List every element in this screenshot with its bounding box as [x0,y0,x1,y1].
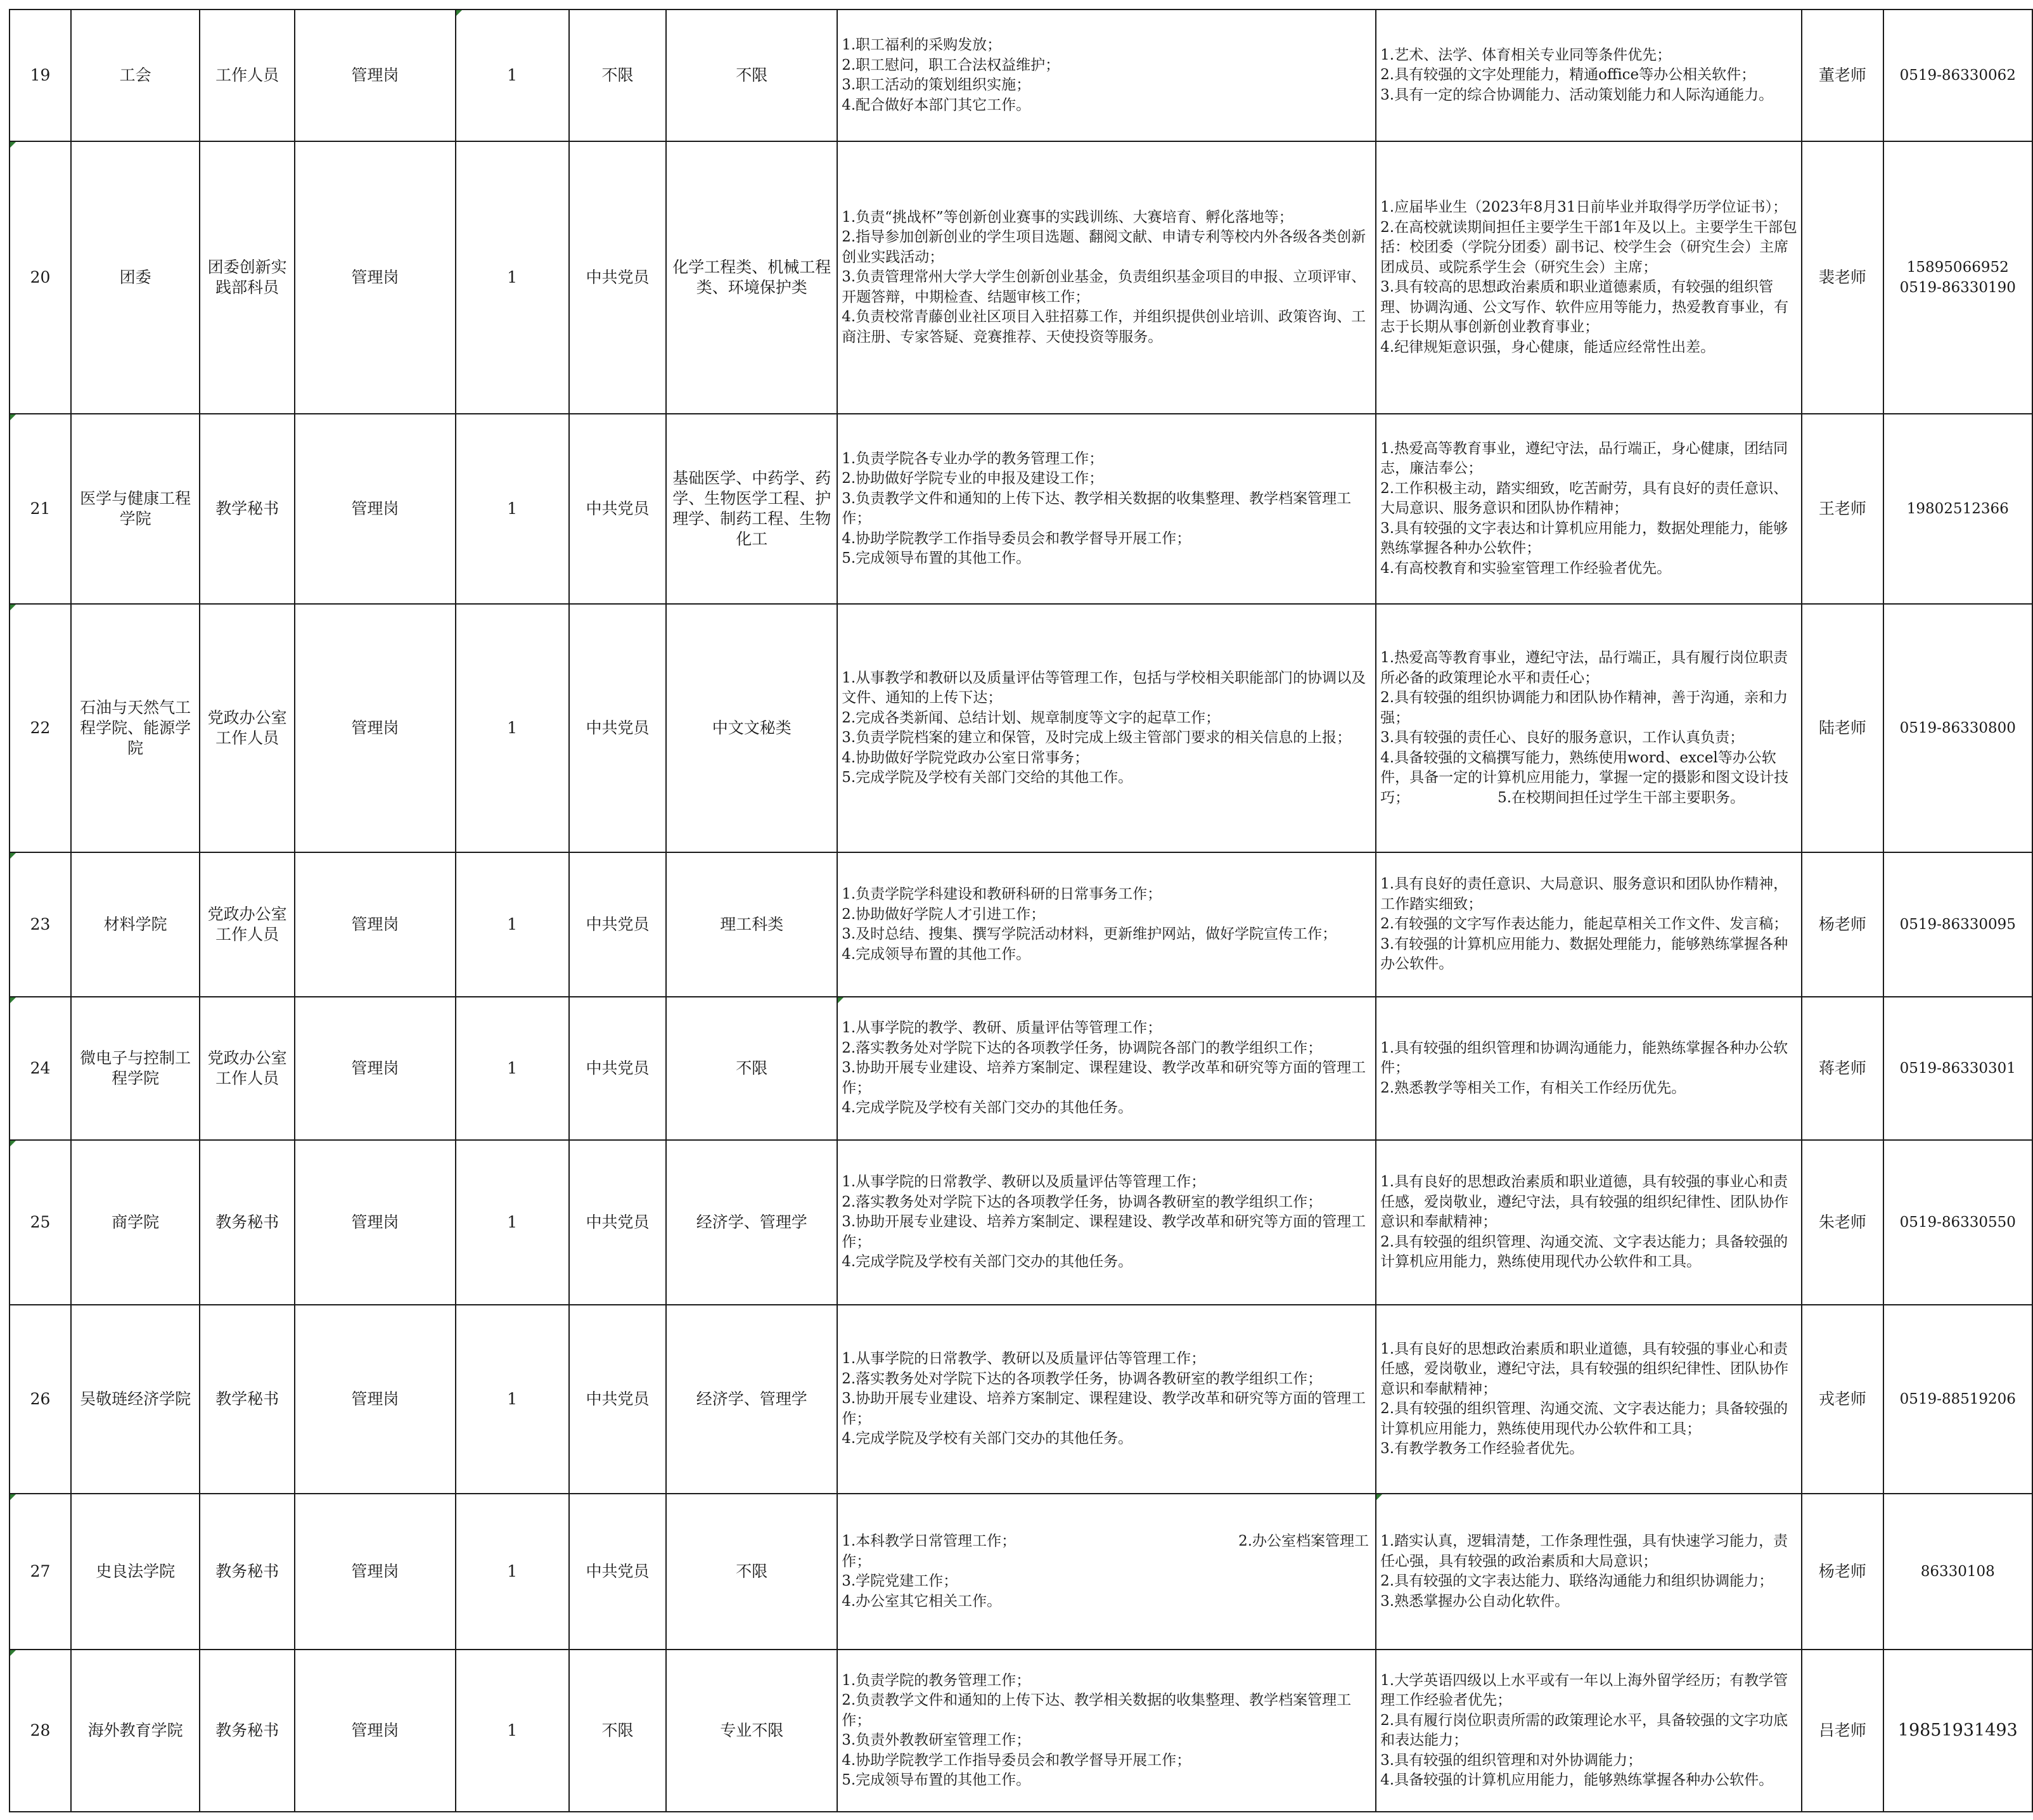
duty-line: 1.从事学院的日常教学、教研以及质量评估等管理工作； [842,1174,1206,1191]
contact-name-text: 蒋老师 [1818,1059,1866,1077]
requirement-line: 1.具有良好的思想政治素质和职业道德，具有较强的事业心和责任感，爱岗敬业，遵纪守法，具有较强的组织纪律性、团队协作意识和奉献精神； [1380,1174,1789,1231]
duty-line: 2.协助做好学院人才引进工作； [842,906,1046,923]
duty-line: 2.协助做好学院专业的申报及建设工作； [842,470,1104,487]
position-text: 党政办公室工作人员 [207,1049,287,1087]
headcount-cell[interactable] [456,414,569,604]
duties-cell[interactable] [837,1650,1376,1812]
headcount-cell[interactable] [456,1650,569,1812]
duty-line: 2.负责教学文件和通知的上传下达、教学相关数据的收集整理、教学档案管理工作； [842,1692,1352,1729]
duty-line: 2.落实教务处对学院下达的各项教学任务，协调各教研室的教学组织工作； [842,1370,1323,1387]
requirements-cell[interactable] [1376,852,1802,997]
political-status-text: 中共党员 [586,1390,650,1408]
duty-line: 1.从事学院的教学、教研、质量评估等管理工作； [842,1020,1162,1037]
headcount-cell[interactable] [456,141,569,414]
post-type-text: 管理岗 [351,1721,399,1740]
duty-line: 5.完成学院及学校有关部门交给的其他工作。 [842,769,1133,786]
requirement-line: 2.具有较强的组织管理、沟通交流、文字表达能力；具备较强的计算机应用能力，熟练使用现代办公软件和工具； [1380,1400,1788,1437]
political-status-cell[interactable] [569,997,667,1140]
requirement-line: 3.具有较强的责任心、良好的服务意识，工作认真负责； [1380,729,1745,746]
department-text: 史良法学院 [96,1562,176,1580]
row-number-text: 22 [30,719,51,737]
major-text: 专业不限 [720,1721,784,1740]
duty-line: 4.协助学院教学工作指导委员会和教学督导开展工作； [842,1752,1191,1769]
major-cell[interactable] [666,604,837,852]
phone-text: 0519-86330800 [1899,720,2016,736]
duty-line: 1.负责“挑战杯”等创新创业赛事的实践训练、大赛培育、孵化落地等； [842,208,1293,226]
duty-line: 5.完成领导布置的其他工作。 [842,1772,1031,1788]
headcount-text: 1 [507,1721,518,1740]
contact-name-text: 杨老师 [1818,915,1866,933]
table-row [10,10,2032,141]
table-row [10,1494,2032,1650]
contact-name-text: 陆老师 [1818,719,1866,737]
duties-cell[interactable] [837,141,1376,414]
phone-cell[interactable] [1883,10,2032,141]
major-text: 经济学、管理学 [696,1213,807,1231]
requirement-line: 2.工作积极主动，踏实细致，吃苦耐劳，具有良好的责任意识、大局意识、服务意识和团队协作精神； [1380,480,1788,517]
requirements-cell[interactable] [1376,141,1802,414]
political-status-text: 中共党员 [586,268,650,286]
phone-cell[interactable] [1883,1305,2032,1494]
political-status-text: 不限 [601,66,634,84]
row-number-text: 20 [30,268,51,286]
headcount-text: 1 [507,915,518,933]
contact-name-text: 吕老师 [1818,1721,1866,1740]
requirements-cell[interactable] [1376,10,1802,141]
requirements-cell[interactable] [1376,1650,1802,1812]
requirement-line: 3.有教学教务工作经验者优先。 [1380,1440,1584,1457]
duty-line: 4.完成学院及学校有关部门交办的其他任务。 [842,1099,1133,1117]
post-type-cell[interactable] [295,997,456,1140]
political-status-text: 中共党员 [586,499,650,518]
duty-line: 4.完成学院及学校有关部门交办的其他任务。 [842,1253,1133,1271]
requirement-line: 4.具备较强的文稿撰写能力，熟练使用word、excel等办公软件，具备一定的计算机应用能力，掌握一定的摄影和图文设计技巧； 5.在校期间担任过学生干部主要职务。 [1380,749,1789,806]
contact-name-text: 朱老师 [1818,1213,1866,1231]
phone-text: 0519-86330550 [1899,1214,2016,1231]
major-text: 化学工程类、机械工程类、环境保护类 [672,258,831,297]
requirement-line: 4.纪律规矩意识强，身心健康，能适应经常性出差。 [1380,338,1716,356]
contact-cell[interactable] [1802,10,1883,141]
phone-text: 0519-88519206 [1899,1391,2016,1407]
row-number-text: 26 [30,1390,51,1408]
major-cell[interactable] [666,997,837,1140]
headcount-text: 1 [507,499,518,518]
duty-line: 1.负责学院各专业办学的教务管理工作； [842,450,1104,467]
post-type-cell[interactable] [295,852,456,997]
requirements-cell[interactable] [1376,414,1802,604]
requirement-line: 1.具有较强的组织管理和协调沟通能力，能熟练掌握各种办公软件； [1380,1039,1788,1077]
political-status-text: 中共党员 [586,915,650,933]
headcount-cell[interactable] [456,10,569,141]
position-text: 教务秘书 [215,1562,279,1580]
post-type-cell[interactable] [295,10,456,141]
table-row [10,414,2032,604]
department-text: 海外教育学院 [87,1721,183,1740]
row-number-cell[interactable] [10,141,71,414]
row-number-text: 28 [30,1721,51,1740]
major-cell[interactable] [666,1650,837,1812]
table-row [10,997,2032,1140]
table-row [10,141,2032,414]
department-cell[interactable] [71,10,200,141]
position-cell[interactable] [200,1140,295,1305]
department-cell[interactable] [71,1140,200,1305]
duty-line: 4.协助学院教学工作指导委员会和教学督导开展工作； [842,530,1191,547]
headcount-cell[interactable] [456,1494,569,1650]
requirement-line: 3.具有较高的思想政治素质和职业道德素质，有较强的组织管理、协调沟通、公文写作、软件应用等能力，热爱教育事业，有志于长期从事创新创业教育事业； [1380,279,1789,335]
political-status-text: 不限 [601,1721,634,1740]
major-text: 经济学、管理学 [696,1390,807,1408]
major-cell[interactable] [666,1140,837,1305]
contact-cell[interactable] [1802,1305,1883,1494]
phone-cell[interactable] [1883,141,2032,414]
major-text: 不限 [736,1059,768,1077]
requirement-line: 1.热爱高等教育事业，遵纪守法，品行端正，具有履行岗位职责所必备的政策理论水平和责任心； [1380,650,1788,686]
department-cell[interactable] [71,1494,200,1650]
duty-line: 3.协助开展专业建设、培养方案制定、课程建设、教学改革和研究等方面的管理工作； [842,1390,1366,1427]
requirement-line: 2.在高校就读期间担任主要学生干部1年及以上。主要学生干部包括：校团委（学院分团委）副书记、校学生会（研究生会）主席团成员、或院系学生会（研究生会）主席； [1380,219,1797,276]
major-text: 基础医学、中药学、药学、生物医学工程、护理学、制药工程、生物化工 [672,469,831,548]
row-number-cell[interactable] [10,1305,71,1494]
row-number-text: 23 [30,915,51,933]
requirement-line: 2.有较强的文字写作表达能力，能起草相关工作文件、发言稿； [1380,916,1788,933]
post-type-cell[interactable] [295,141,456,414]
requirement-line: 4.有高校教育和实验室管理工作经验者优先。 [1380,560,1672,577]
phone-text: 0519-86330301 [1899,1060,2016,1077]
contact-name-text: 董老师 [1818,66,1866,84]
position-text: 团委创新实践部科员 [207,258,287,297]
row-number-cell[interactable] [10,414,71,604]
row-number-cell[interactable] [10,997,71,1140]
contact-name-text: 戎老师 [1818,1390,1866,1408]
requirement-line: 2.具有较强的文字处理能力，精通office等办公相关软件； [1380,67,1756,84]
department-text: 医学与健康工程学院 [80,489,191,528]
department-text: 材料学院 [103,915,167,933]
headcount-text: 1 [507,1213,518,1231]
requirement-line: 2.熟悉教学等相关工作，有相关工作经历优先。 [1380,1079,1686,1096]
duty-line: 4.负责校常青藤创业社区项目入驻招募工作，并组织提供创业培训、政策咨询、工商注册、专家答疑、竞赛推荐、天使投资等服务。 [842,309,1366,345]
duty-line: 3.负责学院档案的建立和保管，及时完成上级主管部门要求的相关信息的上报； [842,729,1352,746]
row-number-text: 24 [30,1059,51,1077]
department-cell[interactable] [71,141,200,414]
position-cell[interactable] [200,604,295,852]
headcount-cell[interactable] [456,852,569,997]
requirement-line: 2.具有较强的组织协调能力和团队协作精神，善于沟通，亲和力强； [1380,689,1788,726]
position-text: 工作人员 [215,66,279,84]
department-text: 商学院 [112,1213,160,1231]
duties-cell[interactable] [837,414,1376,604]
requirement-line: 4.具备较强的计算机应用能力，能够熟练掌握各种办公软件。 [1380,1772,1774,1788]
position-cell[interactable] [200,1650,295,1812]
major-text: 理工科类 [720,915,784,933]
duty-line: 1.职工福利的采购发放； [842,37,1002,53]
duties-cell[interactable] [837,997,1376,1140]
duties-cell[interactable] [837,1305,1376,1494]
position-text: 教务秘书 [215,1721,279,1740]
duty-line: 3.负责教学文件和通知的上传下达、教学相关数据的收集整理、教学档案管理工作； [842,490,1352,527]
political-status-text: 中共党员 [586,1059,650,1077]
post-type-cell[interactable] [295,604,456,852]
duty-line: 3.学院党建工作； [842,1573,958,1589]
duty-line: 1.负责学院的教务管理工作； [842,1672,1031,1689]
position-cell[interactable] [200,1305,295,1494]
phone-cell[interactable] [1883,997,2032,1140]
requirement-line: 1.应届毕业生（2023年8月31日前毕业并取得学历学位证书）； [1380,199,1788,215]
duty-line: 3.负责管理常州大学大学生创新创业基金，负责组织基金项目的申报、立项评审、开题答辩，中期检查、结题审核工作； [842,269,1366,305]
position-cell[interactable] [200,141,295,414]
department-text: 石油与天然气工程学院、能源学院 [80,698,191,757]
department-text: 团委 [119,268,151,286]
requirements-cell[interactable] [1376,1305,1802,1494]
headcount-text: 1 [507,1390,518,1408]
political-status-cell[interactable] [569,414,667,604]
row-number-cell[interactable] [10,852,71,997]
phone-cell[interactable] [1883,852,2032,997]
post-type-text: 管理岗 [351,1213,399,1231]
duty-line: 4.协助做好学院党政办公室日常事务； [842,749,1089,766]
post-type-text: 管理岗 [351,499,399,518]
department-cell[interactable] [71,604,200,852]
phone-cell[interactable] [1883,604,2032,852]
headcount-cell[interactable] [456,997,569,1140]
duties-cell[interactable] [837,852,1376,997]
contact-cell[interactable] [1802,604,1883,852]
post-type-text: 管理岗 [351,915,399,933]
duty-line: 1.本科教学日常管理工作； 2.办公室档案管理工作； [842,1533,1369,1570]
phone-cell[interactable] [1883,1494,2032,1650]
duty-line: 1.负责学院学科建设和教研科研的日常事务工作； [842,886,1162,902]
row-number-cell[interactable] [10,1650,71,1812]
position-text: 教学秘书 [215,499,279,518]
headcount-text: 1 [507,268,518,286]
duties-cell[interactable] [837,1494,1376,1650]
requirements-cell[interactable] [1376,604,1802,852]
department-text: 吴敬琏经济学院 [80,1390,191,1408]
duty-line: 3.职工活动的策划组织实施； [842,77,1031,93]
political-status-cell[interactable] [569,10,667,141]
recruitment-table [9,9,2033,1812]
duty-line: 2.落实教务处对学院下达的各项教学任务，协调各教研室的教学组织工作； [842,1193,1323,1210]
position-text: 教学秘书 [215,1390,279,1408]
headcount-text: 1 [507,66,518,84]
requirement-line: 1.艺术、法学、体育相关专业同等条件优先； [1380,46,1672,63]
contact-cell[interactable] [1802,1650,1883,1812]
headcount-cell[interactable] [456,1140,569,1305]
political-status-text: 中共党员 [586,1562,650,1580]
phone-text: 19851931493 [1897,1721,2018,1740]
major-text: 不限 [736,1562,768,1580]
requirement-line: 3.具有较强的组织管理和对外协调能力； [1380,1752,1643,1769]
position-text: 党政办公室工作人员 [207,708,287,747]
post-type-text: 管理岗 [351,719,399,737]
requirement-line: 1.踏实认真，逻辑清楚，工作条理性强，具有快速学习能力，责任心强，具有较强的政治素质和大局意识； [1380,1533,1788,1570]
contact-cell[interactable] [1802,1494,1883,1650]
duties-cell[interactable] [837,10,1376,141]
political-status-cell[interactable] [569,1305,667,1494]
political-status-text: 中共党员 [586,1213,650,1231]
requirement-line: 3.有较强的计算机应用能力、数据处理能力，能够熟练掌握各种办公软件。 [1380,935,1788,973]
table-row [10,1140,2032,1305]
post-type-cell[interactable] [295,1650,456,1812]
department-text: 微电子与控制工程学院 [80,1049,191,1087]
headcount-cell[interactable] [456,604,569,852]
contact-cell[interactable] [1802,414,1883,604]
major-cell[interactable] [666,1494,837,1650]
department-cell[interactable] [71,1650,200,1812]
phone-text: 15895066952 0519-86330190 [1899,259,2016,296]
duty-line: 2.完成各类新闻、总结计划、规章制度等文字的起草工作； [842,709,1221,726]
headcount-text: 1 [507,719,518,737]
requirements-cell[interactable] [1376,1494,1802,1650]
requirement-line: 3.熟悉掌握办公自动化软件。 [1380,1592,1570,1610]
contact-name-text: 杨老师 [1818,1562,1866,1580]
department-cell[interactable] [71,1305,200,1494]
duty-line: 3.协助开展专业建设、培养方案制定、课程建设、教学改革和研究等方面的管理工作； [842,1060,1366,1096]
row-number-cell[interactable] [10,1140,71,1305]
contact-cell[interactable] [1802,141,1883,414]
row-number-text: 21 [30,499,51,518]
contact-cell[interactable] [1802,852,1883,997]
duty-line: 1.从事教学和教研以及质量评估等管理工作，包括与学校相关职能部门的协调以及文件、通知的上传下达； [842,669,1366,706]
post-type-text: 管理岗 [351,1390,399,1408]
position-cell[interactable] [200,997,295,1140]
duty-line: 2.指导参加创新创业的学生项目选题、翻阅文献、申请专利等校内外各级各类创新创业实践活动； [842,229,1366,266]
row-number-cell[interactable] [10,10,71,141]
row-number-text: 25 [30,1213,51,1231]
requirements-cell[interactable] [1376,1140,1802,1305]
table-row [10,852,2032,997]
duty-line: 4.完成领导布置的其他工作。 [842,945,1031,963]
duty-line: 3.负责外教教研室管理工作； [842,1732,1031,1748]
requirement-line: 1.热爱高等教育事业，遵纪守法，品行端正，身心健康，团结同志，廉洁奉公； [1380,440,1788,477]
headcount-text: 1 [507,1562,518,1580]
headcount-text: 1 [507,1059,518,1077]
contact-name-text: 裴老师 [1818,268,1866,286]
row-number-text: 19 [30,66,51,84]
political-status-cell[interactable] [569,852,667,997]
major-cell[interactable] [666,852,837,997]
requirement-line: 3.具有较强的文字表达和计算机应用能力，数据处理能力，能够熟练掌握各种办公软件； [1380,520,1788,557]
position-cell[interactable] [200,414,295,604]
row-number-cell[interactable] [10,1494,71,1650]
duty-line: 4.完成学院及学校有关部门交办的其他任务。 [842,1430,1133,1447]
duty-line: 2.落实教务处对学院下达的各项教学任务，协调院各部门的教学组织工作； [842,1039,1323,1056]
position-text: 教务秘书 [215,1213,279,1231]
phone-cell[interactable] [1883,1650,2032,1812]
duty-line: 1.从事学院的日常教学、教研以及质量评估等管理工作； [842,1350,1206,1368]
table-row [10,604,2032,852]
major-text: 中文文秘类 [712,719,792,737]
phone-text: 19802512366 [1906,501,2009,517]
requirement-line: 2.具有较强的文字表达能力、联络沟通能力和组织协调能力； [1380,1573,1774,1589]
political-status-cell[interactable] [569,1650,667,1812]
position-cell[interactable] [200,10,295,141]
contact-cell[interactable] [1802,1140,1883,1305]
requirement-line: 2.具有较强的组织管理、沟通交流、文字表达能力；具备较强的计算机应用能力，熟练使用现代办公软件和工具。 [1380,1233,1788,1271]
duty-line: 3.协助开展专业建设、培养方案制定、课程建设、教学改革和研究等方面的管理工作； [842,1214,1366,1250]
duties-cell[interactable] [837,1140,1376,1305]
phone-text: 0519-86330095 [1899,916,2016,933]
position-cell[interactable] [200,852,295,997]
phone-text: 0519-86330062 [1899,67,2016,84]
post-type-cell[interactable] [295,1140,456,1305]
phone-cell[interactable] [1883,1140,2032,1305]
contact-name-text: 王老师 [1818,499,1866,518]
row-number-text: 27 [30,1562,51,1580]
major-cell[interactable] [666,141,837,414]
post-type-cell[interactable] [295,1305,456,1494]
post-type-text: 管理岗 [351,1059,399,1077]
requirements-cell[interactable] [1376,997,1802,1140]
table-row [10,1650,2032,1812]
department-cell[interactable] [71,414,200,604]
position-text: 党政办公室工作人员 [207,905,287,944]
requirement-line: 1.具有良好的责任意识、大局意识、服务意识和团队协作精神，工作踏实细致； [1380,876,1788,913]
duty-line: 3.及时总结、搜集、撰写学院活动材料，更新维护网站，做好学院宣传工作； [842,926,1337,942]
post-type-text: 管理岗 [351,268,399,286]
major-cell[interactable] [666,1305,837,1494]
row-number-cell[interactable] [10,604,71,852]
department-cell[interactable] [71,852,200,997]
major-cell[interactable] [666,10,837,141]
political-status-cell[interactable] [569,604,667,852]
political-status-cell[interactable] [569,141,667,414]
major-cell[interactable] [666,414,837,604]
phone-cell[interactable] [1883,414,2032,604]
requirement-line: 3.具有一定的综合协调能力、活动策划能力和人际沟通能力。 [1380,86,1774,103]
post-type-cell[interactable] [295,414,456,604]
duty-line: 5.完成领导布置的其他工作。 [842,550,1031,567]
duty-line: 2.职工慰问，职工合法权益维护； [842,56,1060,74]
political-status-cell[interactable] [569,1140,667,1305]
duty-line: 4.配合做好本部门其它工作。 [842,96,1031,113]
political-status-text: 中共党员 [586,719,650,737]
major-text: 不限 [736,66,768,84]
post-type-text: 管理岗 [351,66,399,84]
department-text: 工会 [119,66,151,84]
duties-cell[interactable] [837,604,1376,852]
duty-line: 4.办公室其它相关工作。 [842,1592,1002,1610]
requirement-line: 1.具有良好的思想政治素质和职业道德，具有较强的事业心和责任感，爱岗敬业，遵纪守法，具有较强的组织纪律性、团队协作意识和奉献精神； [1380,1340,1789,1397]
requirement-line: 2.具有履行岗位职责所需的政策理论水平，具备较强的文字功底和表达能力； [1380,1712,1788,1748]
table-row [10,1305,2032,1494]
political-status-cell[interactable] [569,1494,667,1650]
phone-text: 86330108 [1920,1563,1995,1580]
post-type-cell[interactable] [295,1494,456,1650]
post-type-text: 管理岗 [351,1562,399,1580]
department-cell[interactable] [71,997,200,1140]
requirement-line: 1.大学英语四级以上水平或有一年以上海外留学经历；有教学管理工作经验者优先； [1380,1672,1788,1708]
headcount-cell[interactable] [456,1305,569,1494]
contact-cell[interactable] [1802,997,1883,1140]
position-cell[interactable] [200,1494,295,1650]
